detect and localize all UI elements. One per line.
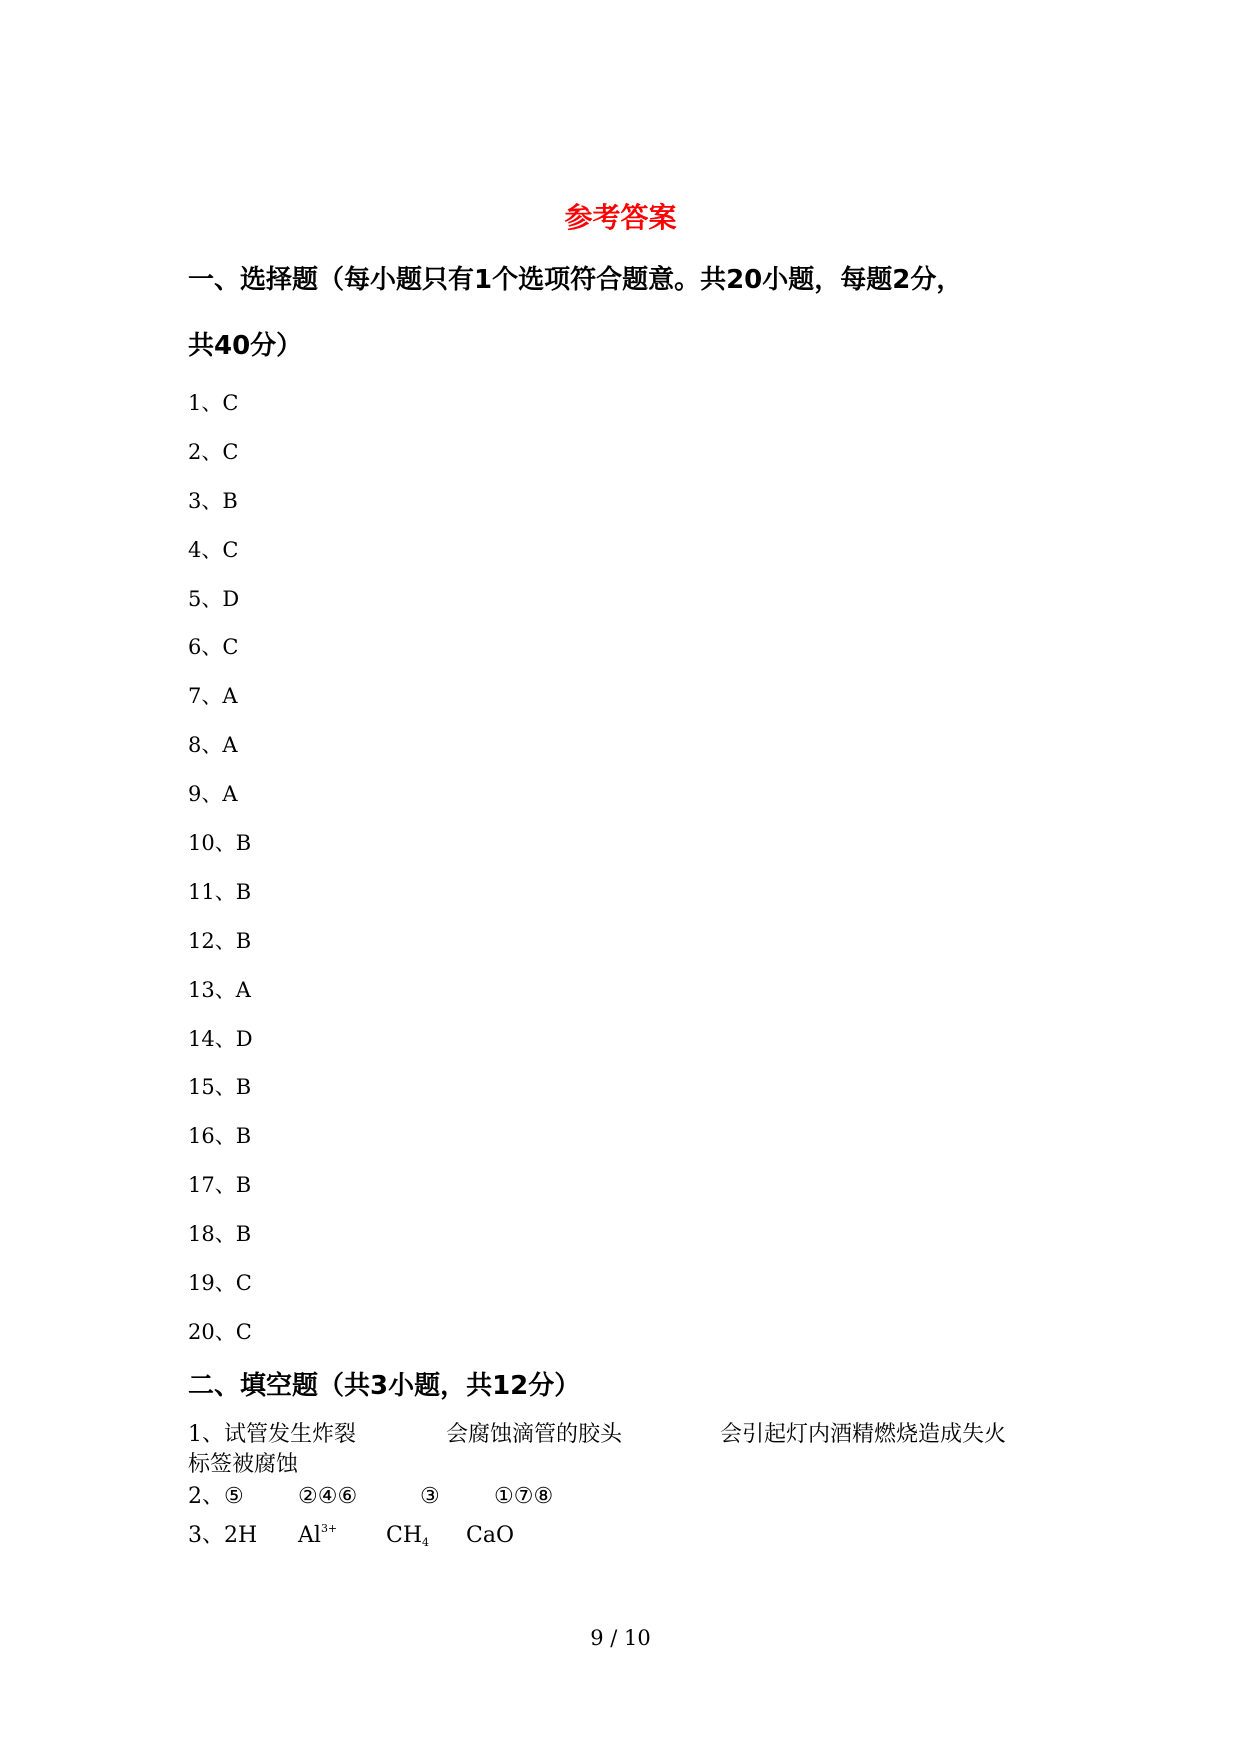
fill-answer-3-1: 2H [224,1523,258,1548]
question-number: 3、 [188,1523,224,1548]
formula-base: CH [386,1523,423,1548]
answer-5: 5、D [188,586,240,611]
fill-answer-1-1: 试管发生炸裂 [224,1422,357,1447]
page-title: 参考答案 [564,201,677,234]
answer-6: 6、C [188,635,239,660]
answer-1: 1、C [188,391,239,415]
fill-question-3 [188,1514,514,1558]
fill-answer-2-1: ⑤ [224,1484,244,1509]
answer-8: 8、A [188,733,238,758]
answer-14: 14、D [188,1026,253,1051]
answer-18: 18、B [188,1222,252,1247]
answer-9: 9、A [188,782,238,807]
answer-13: 13、A [188,977,251,1002]
fill-answer-2-3: ③ [420,1484,440,1509]
section-1-heading-line-1: 一、选择题（每小题只有1个选项符合题意。共20小题，每题2分， [188,265,963,295]
answer-4: 4、C [188,537,239,562]
fill-answer-1-4: 标签被腐蚀 [188,1452,299,1477]
formula-subscript: 4 [422,1536,430,1549]
answer-11: 11、B [188,879,252,904]
section-2-heading: 二、填空题（共3小题，共12分） [188,1371,581,1401]
answer-20: 20、C [188,1319,252,1344]
answer-2: 2、C [188,439,239,464]
answer-3: 3、B [188,488,238,513]
multiple-choice-answer-list [188,385,253,1363]
question-number: 2、 [188,1484,224,1509]
fill-question-2 [188,1482,553,1512]
fill-answer-1-2: 会腐蚀滴管的胶头 [446,1422,623,1447]
fill-answer-3-4: CaO [466,1523,514,1548]
answer-16: 16、B [188,1124,252,1149]
section-1-heading-line-2: 共40分） [188,331,303,361]
fill-answer-1-3: 会引起灯内酒精燃烧造成失火 [720,1422,1007,1447]
question-number: 1、 [188,1422,224,1447]
answer-12: 12、B [188,928,252,953]
ion-charge: 3+ [320,1522,338,1535]
fill-answer-2-2: ②④⑥ [298,1484,358,1509]
element-symbol: Al [298,1523,321,1548]
fill-answer-3-2 [298,1514,386,1551]
fill-question-1-continued [188,1450,298,1480]
answer-17: 17、B [188,1173,252,1198]
answer-15: 15、B [188,1075,252,1100]
page-number: 9 / 10 [590,1626,651,1650]
fill-question-1 [188,1420,1006,1450]
answer-19: 19、C [188,1271,252,1296]
answer-10: 10、B [188,831,252,856]
fill-answer-2-4: ①⑦⑧ [494,1484,554,1509]
fill-answer-3-3 [386,1521,466,1558]
answer-7: 7、A [188,684,238,709]
